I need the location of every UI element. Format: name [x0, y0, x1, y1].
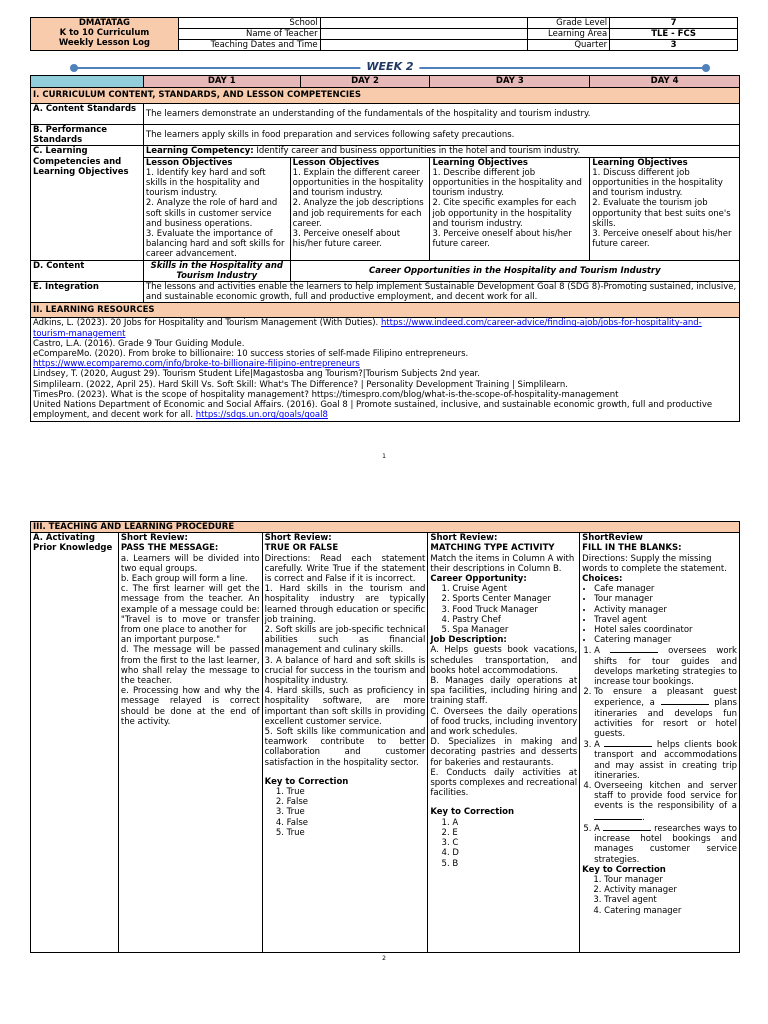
item-text: A — [594, 740, 605, 751]
career-item: 4. Pastry Chef — [452, 615, 577, 625]
key-item: 5. True — [287, 828, 426, 838]
key-item: 1. True — [287, 787, 426, 797]
objective-line: 2. Evaluate the tourism job opportunity that best suits one's skills. — [592, 198, 731, 229]
choices-label: Choices: — [582, 574, 623, 585]
resource-item: Lindsey, T. (2020, August 29). Tourism Student Life|Magastosba ang Tourism?|Tourism Subjects 2nd year. — [33, 369, 480, 380]
competency-row — [143, 146, 739, 157]
day4-header: DAY 4 — [590, 76, 740, 88]
directions: Match the items in Column A with their descriptions in Column B. — [430, 553, 575, 574]
statement: 5. Soft skills like communication and teamwork contribute to better collaboration and customer satisfaction in the hospitality sector. — [264, 727, 426, 768]
item-text: A — [594, 646, 611, 657]
career-list — [430, 584, 577, 635]
right-dot-icon — [702, 64, 710, 72]
competency-text: Identify career and business opportunities in the hotel and tourism industry. — [253, 146, 581, 157]
competencies-label: C. Learning Competencies and Learning Objectives — [31, 146, 144, 260]
resource-text: Adkins, L. (2023). 20 Jobs for Hospitality and Tourism Management (With Duties). — [33, 318, 381, 329]
objective-line: 1. Identify key hard and soft skills in the hospitality and tourism industry. — [145, 167, 266, 199]
day2-header: DAY 2 — [300, 76, 430, 88]
statement: 4. Hard skills, such as proficiency in hospitality software, are more important than soft skills in providing excellent customer service. — [264, 686, 426, 727]
curriculum-table — [30, 75, 740, 422]
objectives-title: Lesson Objectives — [145, 157, 233, 168]
objective-line: 3. Perceive oneself about his/her future career. — [292, 229, 401, 250]
area-label: Learning Area — [528, 29, 610, 40]
grade-value[interactable]: 7 — [610, 18, 738, 29]
statement: 1. Hard skills in the tourism and hospitality industry are typically learned through education or specific job training. — [264, 584, 426, 625]
corner-cell — [31, 76, 144, 88]
answer-blank[interactable] — [594, 812, 642, 820]
org-line3: Weekly Lesson Log — [58, 38, 150, 48]
procedure-day3 — [428, 533, 580, 953]
resource-item: TimesPro. (2023). What is the scope of hospitality management? https://timespro.com/blog/what-is-the-scope-of-hospitality-management — [33, 389, 619, 400]
key-item: 5. B — [452, 859, 577, 869]
item-text: helps clients book transport and accommodations and may assist in creating trip itineraries. — [594, 740, 737, 781]
job-item: E. Conducts daily activities at sports complexes and recreational facilities. — [430, 767, 578, 799]
area-value[interactable]: TLE - FCS — [610, 29, 738, 40]
org-line1: DMATATAG — [78, 18, 130, 28]
performance-standards-text: The learners apply skills in food preparation and services following safety precautions. — [143, 125, 739, 146]
job-item: A. Helps guests book vacations, schedules transportation, and books hotel accommodations. — [430, 645, 578, 676]
career-item: 1. Cruise Agent — [452, 584, 577, 594]
objectives-day3 — [430, 157, 590, 260]
review-heading: Short Review: — [120, 533, 188, 544]
answer-blank[interactable] — [610, 645, 658, 653]
content-label: D. Content — [31, 260, 144, 281]
choice-item: • Catering manager — [594, 635, 737, 645]
dates-label: Teaching Dates and Time — [178, 40, 320, 51]
blanks-list — [582, 645, 737, 864]
item-text: plans itineraries and develops fun activities for resort or hotel guests. — [594, 698, 737, 740]
objective-line: 2. Cite specific examples for each job opportunity in the hospitality and tourism industry. — [432, 198, 577, 229]
key-item: 2. E — [452, 828, 577, 838]
content-standards-label: A. Content Standards — [31, 104, 144, 125]
answer-key — [265, 787, 426, 838]
job-item: D. Specializes in making and decorating pastries and desserts for bakeries and restaurants. — [430, 737, 578, 768]
key-item: 1. A — [452, 818, 577, 828]
objective-line: 1. Explain the different career opportunities in the hospitality and tourism industry. — [292, 167, 424, 199]
item-text: researches ways to increase hotel bookings and manages customer service strategies. — [594, 823, 737, 865]
key-item: 4. False — [287, 818, 426, 828]
content-rest: Career Opportunities in the Hospitality and Tourism Industry — [290, 260, 739, 281]
resource-item: eCompareMo. (2020). From broke to billionaire: 10 success stories of self-made Filipino entrepreneurs. — [33, 349, 469, 360]
job-item: C. Oversees the daily operations of food trucks, including inventory and work schedules. — [430, 706, 578, 738]
activity-title: PASS THE MESSAGE: — [120, 543, 219, 554]
day1-header: DAY 1 — [143, 76, 300, 88]
item-text: oversees work shifts for tour guides and develops marketing strategies to increase tour bookings. — [594, 646, 737, 688]
item-text: . — [642, 812, 645, 823]
directions: Directions: Supply the missing words to complete the statement. — [582, 553, 727, 574]
quarter-value[interactable]: 3 — [610, 40, 738, 51]
grade-label: Grade Level — [528, 18, 610, 29]
resource-item: Castro, L.A. (2016). Grade 9 Tour Guiding Module. — [33, 338, 245, 349]
integration-text: The lessons and activities enable the learners to help implement Sustainable Development Goal 8 (SDG 8)-Promoting sustained, inclusive, and sustainable economic growth, full and productive employment, and decent work for all. — [143, 282, 739, 303]
answer-blank[interactable] — [603, 823, 651, 831]
answer-key — [582, 875, 737, 916]
page-number: 1 — [382, 453, 386, 460]
resource-link[interactable]: https://sdgs.un.org/goals/goal8 — [195, 410, 328, 421]
procedure-table — [30, 521, 740, 953]
statement: 2. Soft skills are job-specific technical abilities such as financial management and culinary skills. — [264, 625, 426, 656]
statement: 3. A balance of hard and soft skills is crucial for success in the tourism and hospitality industry. — [264, 655, 426, 687]
key-item: 3. True — [287, 807, 426, 817]
activity-title: TRUE OR FALSE — [264, 543, 339, 554]
choice-item: • Hotel sales coordinator — [594, 625, 737, 635]
key-item: 3. Travel agent — [604, 895, 737, 905]
blank-item — [594, 687, 737, 739]
day3-header: DAY 3 — [430, 76, 590, 88]
choice-item: • Cafe manager — [594, 584, 737, 594]
career-item: 2. Sports Center Manager — [452, 594, 577, 604]
career-item: 5. Spa Manager — [452, 625, 577, 635]
procedure-day1 — [118, 533, 262, 953]
resources-cell — [31, 318, 740, 422]
objectives-title: Learning Objectives — [592, 157, 688, 168]
blank-item — [594, 781, 737, 823]
resource-item — [33, 400, 737, 420]
teacher-label: Name of Teacher — [178, 29, 320, 40]
integration-label: E. Integration — [31, 282, 144, 303]
review-heading: Short Review: — [264, 533, 332, 544]
week-banner — [70, 62, 710, 74]
job-item: B. Manages daily operations at spa facilities, including hiring and training staff. — [430, 676, 578, 707]
objective-line: 3. Perceive oneself about his/her future career. — [432, 229, 572, 250]
step-line: d. The message will be passed from the first to the last learner, who shall relay the message to the teacher. — [120, 645, 260, 687]
dates-field[interactable] — [320, 40, 528, 51]
answer-blank[interactable] — [661, 697, 709, 705]
key-item: 4. Catering manager — [604, 906, 737, 916]
blank-item — [594, 823, 737, 865]
objective-line: 2. Analyze the role of hard and soft skills in customer service and business operations. — [145, 198, 278, 229]
choice-item: • Activity manager — [594, 605, 737, 615]
procedure-day4 — [580, 533, 740, 953]
resource-item: Simplilearn. (2022, April 25). Hard Skill Vs. Soft Skill: What's The Difference? | Personality Development Training | Simplilearn. — [33, 379, 568, 390]
performance-standards-label: B. Performance Standards — [31, 125, 144, 146]
career-item: 3. Food Truck Manager — [452, 605, 577, 615]
item-text: Overseeing kitchen and server staff to provide food service for events is the responsibility of a — [594, 781, 737, 812]
competency-label: Learning Competency: — [145, 146, 254, 157]
objective-line: 3. Evaluate the importance of balancing hard and soft skills for career advancement. — [145, 229, 285, 260]
item-text: To ensure a pleasant guest experience, a — [594, 687, 737, 709]
school-field[interactable] — [320, 18, 528, 29]
resource-link[interactable]: https://www.ecomparemo.com/info/broke-to-billionaire-filipino-entrepreneurs — [33, 359, 360, 370]
choice-item: • Tour manager — [594, 594, 737, 604]
quarter-label: Quarter — [528, 40, 610, 51]
answer-blank[interactable] — [604, 739, 652, 747]
resource-text: United Nations Department of Economic and Social Affairs. (2016). Goal 8 | Promote sustained, inclusive, and sustainable economic growth, full and productive employment, and decent work for all. — [33, 400, 713, 421]
activity-title: MATCHING TYPE ACTIVITY — [430, 543, 555, 554]
section3-title: III. TEACHING AND LEARNING PROCEDURE — [31, 522, 740, 533]
objectives-day2 — [290, 157, 430, 260]
activating-label: A. Activating Prior Knowledge — [31, 533, 119, 953]
objective-line: 1. Describe different job opportunities in the hospitality and tourism industry. — [432, 167, 582, 199]
page-number: 2 — [382, 955, 386, 962]
career-label: Career Opportunity: — [430, 574, 527, 585]
step-line: a. Learners will be divided into two equal groups. — [120, 553, 260, 574]
activity-title: FILL IN THE BLANKS: — [582, 543, 682, 554]
choice-item: • Travel agent — [594, 615, 737, 625]
objectives-title: Lesson Objectives — [292, 157, 380, 168]
school-label: School — [178, 18, 320, 29]
objective-line: 3. Perceive oneself about his/her future career. — [592, 229, 732, 250]
directions: Directions: Read each statement carefully. Write True if the statement is correct and False if it is incorrect. — [264, 553, 426, 585]
section2-title: II. LEARNING RESOURCES — [31, 303, 740, 318]
key-item: 3. C — [452, 838, 577, 848]
header-table — [30, 17, 738, 51]
choices-list — [582, 584, 737, 645]
key-label: Key to Correction — [264, 776, 349, 787]
section1-title: I. CURRICULUM CONTENT, STANDARDS, AND LESSON COMPETENCIES — [31, 88, 740, 104]
procedure-day2 — [262, 533, 428, 953]
key-item: 2. False — [287, 797, 426, 807]
objectives-day1 — [143, 157, 290, 260]
resource-link[interactable]: https://www.indeed.com/career-advice/finding-ajob/jobs-for-hospitality-and-tourism-management — [33, 318, 702, 339]
review-heading: Short Review: — [430, 533, 498, 544]
key-item: 4. D — [452, 848, 577, 858]
objective-line: 2. Analyze the job descriptions and job requirements for each career. — [292, 198, 424, 229]
resource-item — [33, 318, 737, 338]
objectives-title: Learning Objectives — [432, 157, 528, 168]
key-label: Key to Correction — [430, 807, 515, 818]
blank-item — [594, 739, 737, 781]
objective-line: 1. Discuss different job opportunities in the hospitality and tourism industry. — [592, 167, 723, 199]
item-text: A — [594, 823, 604, 834]
answer-key — [430, 818, 577, 869]
left-dot-icon — [70, 64, 78, 72]
key-item: 1. Tour manager — [604, 875, 737, 885]
step-line: e. Processing how and why the message relayed is correct should be done at the end of the activity. — [120, 686, 260, 727]
org-line2: K to 10 Curriculum — [59, 28, 150, 38]
blank-item — [594, 645, 737, 687]
review-heading: ShortReview — [582, 533, 643, 544]
key-label: Key to Correction — [582, 864, 666, 875]
week-label: WEEK 2 — [360, 60, 419, 73]
step-line: c. The first learner will get the message from the teacher. An example of a message could be: "Travel is to move or transfer from one place to another for — [120, 584, 260, 636]
objectives-day4 — [590, 157, 740, 260]
step-line: an important purpose." — [120, 635, 221, 646]
org-cell — [31, 18, 179, 51]
content-day1: Skills in the Hospitality and Tourism Industry — [143, 260, 290, 281]
step-line: b. Each group will form a line. — [120, 574, 248, 585]
key-item: 2. Activity manager — [604, 885, 737, 895]
content-standards-text: The learners demonstrate an understanding of the fundamentals of the hospitality and tourism industry. — [143, 104, 739, 125]
job-label: Job Description: — [430, 635, 507, 646]
teacher-field[interactable] — [320, 29, 528, 40]
